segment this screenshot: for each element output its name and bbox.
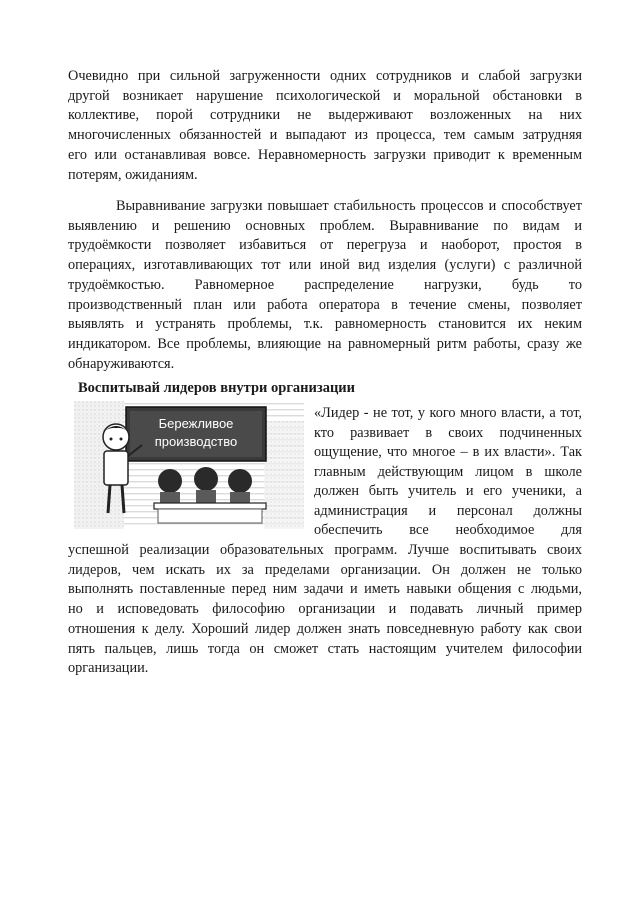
text-line: трудоёмкостью. Равномерное распределение нагрузки, будь то [68,276,582,293]
text-line: операциях, изготавливающих тот или иной вид изделия (услуги) с различной [68,257,582,274]
text-line: другой возникает нарушение психологической и моральной обстановки в [68,87,582,104]
leader-quote-column [314,404,582,541]
text-line: Очевидно при сильной загруженности одних сотрудников и слабой загрузки [68,68,582,84]
paragraph-workload-imbalance [68,67,582,185]
text-line: индикатором. Все проблемы, влияющие на равномерный ритм работы, сразу же [68,335,582,352]
text-line: многочисленных обязанностей и выпадают из процесса, тем самым затрудняя [68,127,582,144]
student-figure [228,469,252,506]
text-line: потерям, ожиданиям. [68,166,198,183]
text-line: трудоёмкости позволяет избавиться от перегруза и наоборот, простоя в [68,237,582,254]
text-line: коллективе, порой сотрудники не выдерживают возложенных на них [68,107,582,124]
text-line: успешной реализации образовательных программ. Лучше воспитывать своих [68,542,582,558]
text-line: производственный план или работа оператора в течение смены, позволяет [68,296,582,313]
text-line: организации. [68,660,149,677]
text-line: выявлять и устранять проблемы, т.к. равномерность становится их неким [68,316,582,333]
student-figure [158,469,182,506]
board-text-line1: Бережливое [158,416,234,431]
text-line: главным действующим лицом в школе [314,463,582,480]
text-line: обеспечить все необходимое для [314,522,582,538]
text-line: выполнять поставленные перед ним задачи и иметь навыки общения с людьми, [68,581,582,598]
text-line: но и исповедовать философию организации и подавать личный пример [68,601,582,618]
text-line: «Лидер - не тот, у кого много власти, а тот, [314,405,582,421]
text-line: администрация и персонал должны [314,502,582,519]
text-line: обнаруживаются. [68,355,175,372]
text-line: должен быть учитель и его ученики, а [314,483,582,499]
board-text-line2: производство [154,434,238,449]
illustration-svg [74,401,304,529]
lean-production-illustration [74,401,304,529]
text-line: кто развивает в своих подчиненных [314,424,582,441]
student-figure [194,467,218,506]
text-line: пять пальцев, лишь тогда он сможет стать настоящим учителем философии [68,640,582,657]
text-line: выявлению и решению основных проблем. Выравнивание по видам и [68,217,582,234]
text-line: Выравнивание загрузки повышает стабильность процессов и способствует [116,198,582,214]
paragraph-load-leveling [68,197,582,374]
text-line: лидеров, чем искать их за пределами организации. Он должен не только [68,561,582,578]
section-heading: Воспитывай лидеров внутри организации [78,380,356,396]
text-line: ощущение, что многое – в их власти». Так [314,444,582,460]
text-line: отношения к делу. Хороший лидер должен знать повседневную работу как свои [68,620,582,637]
paragraph-leadership [68,541,582,679]
text-line: его или останавливая вовсе. Неравномерность загрузки приводит к временным [68,146,582,163]
